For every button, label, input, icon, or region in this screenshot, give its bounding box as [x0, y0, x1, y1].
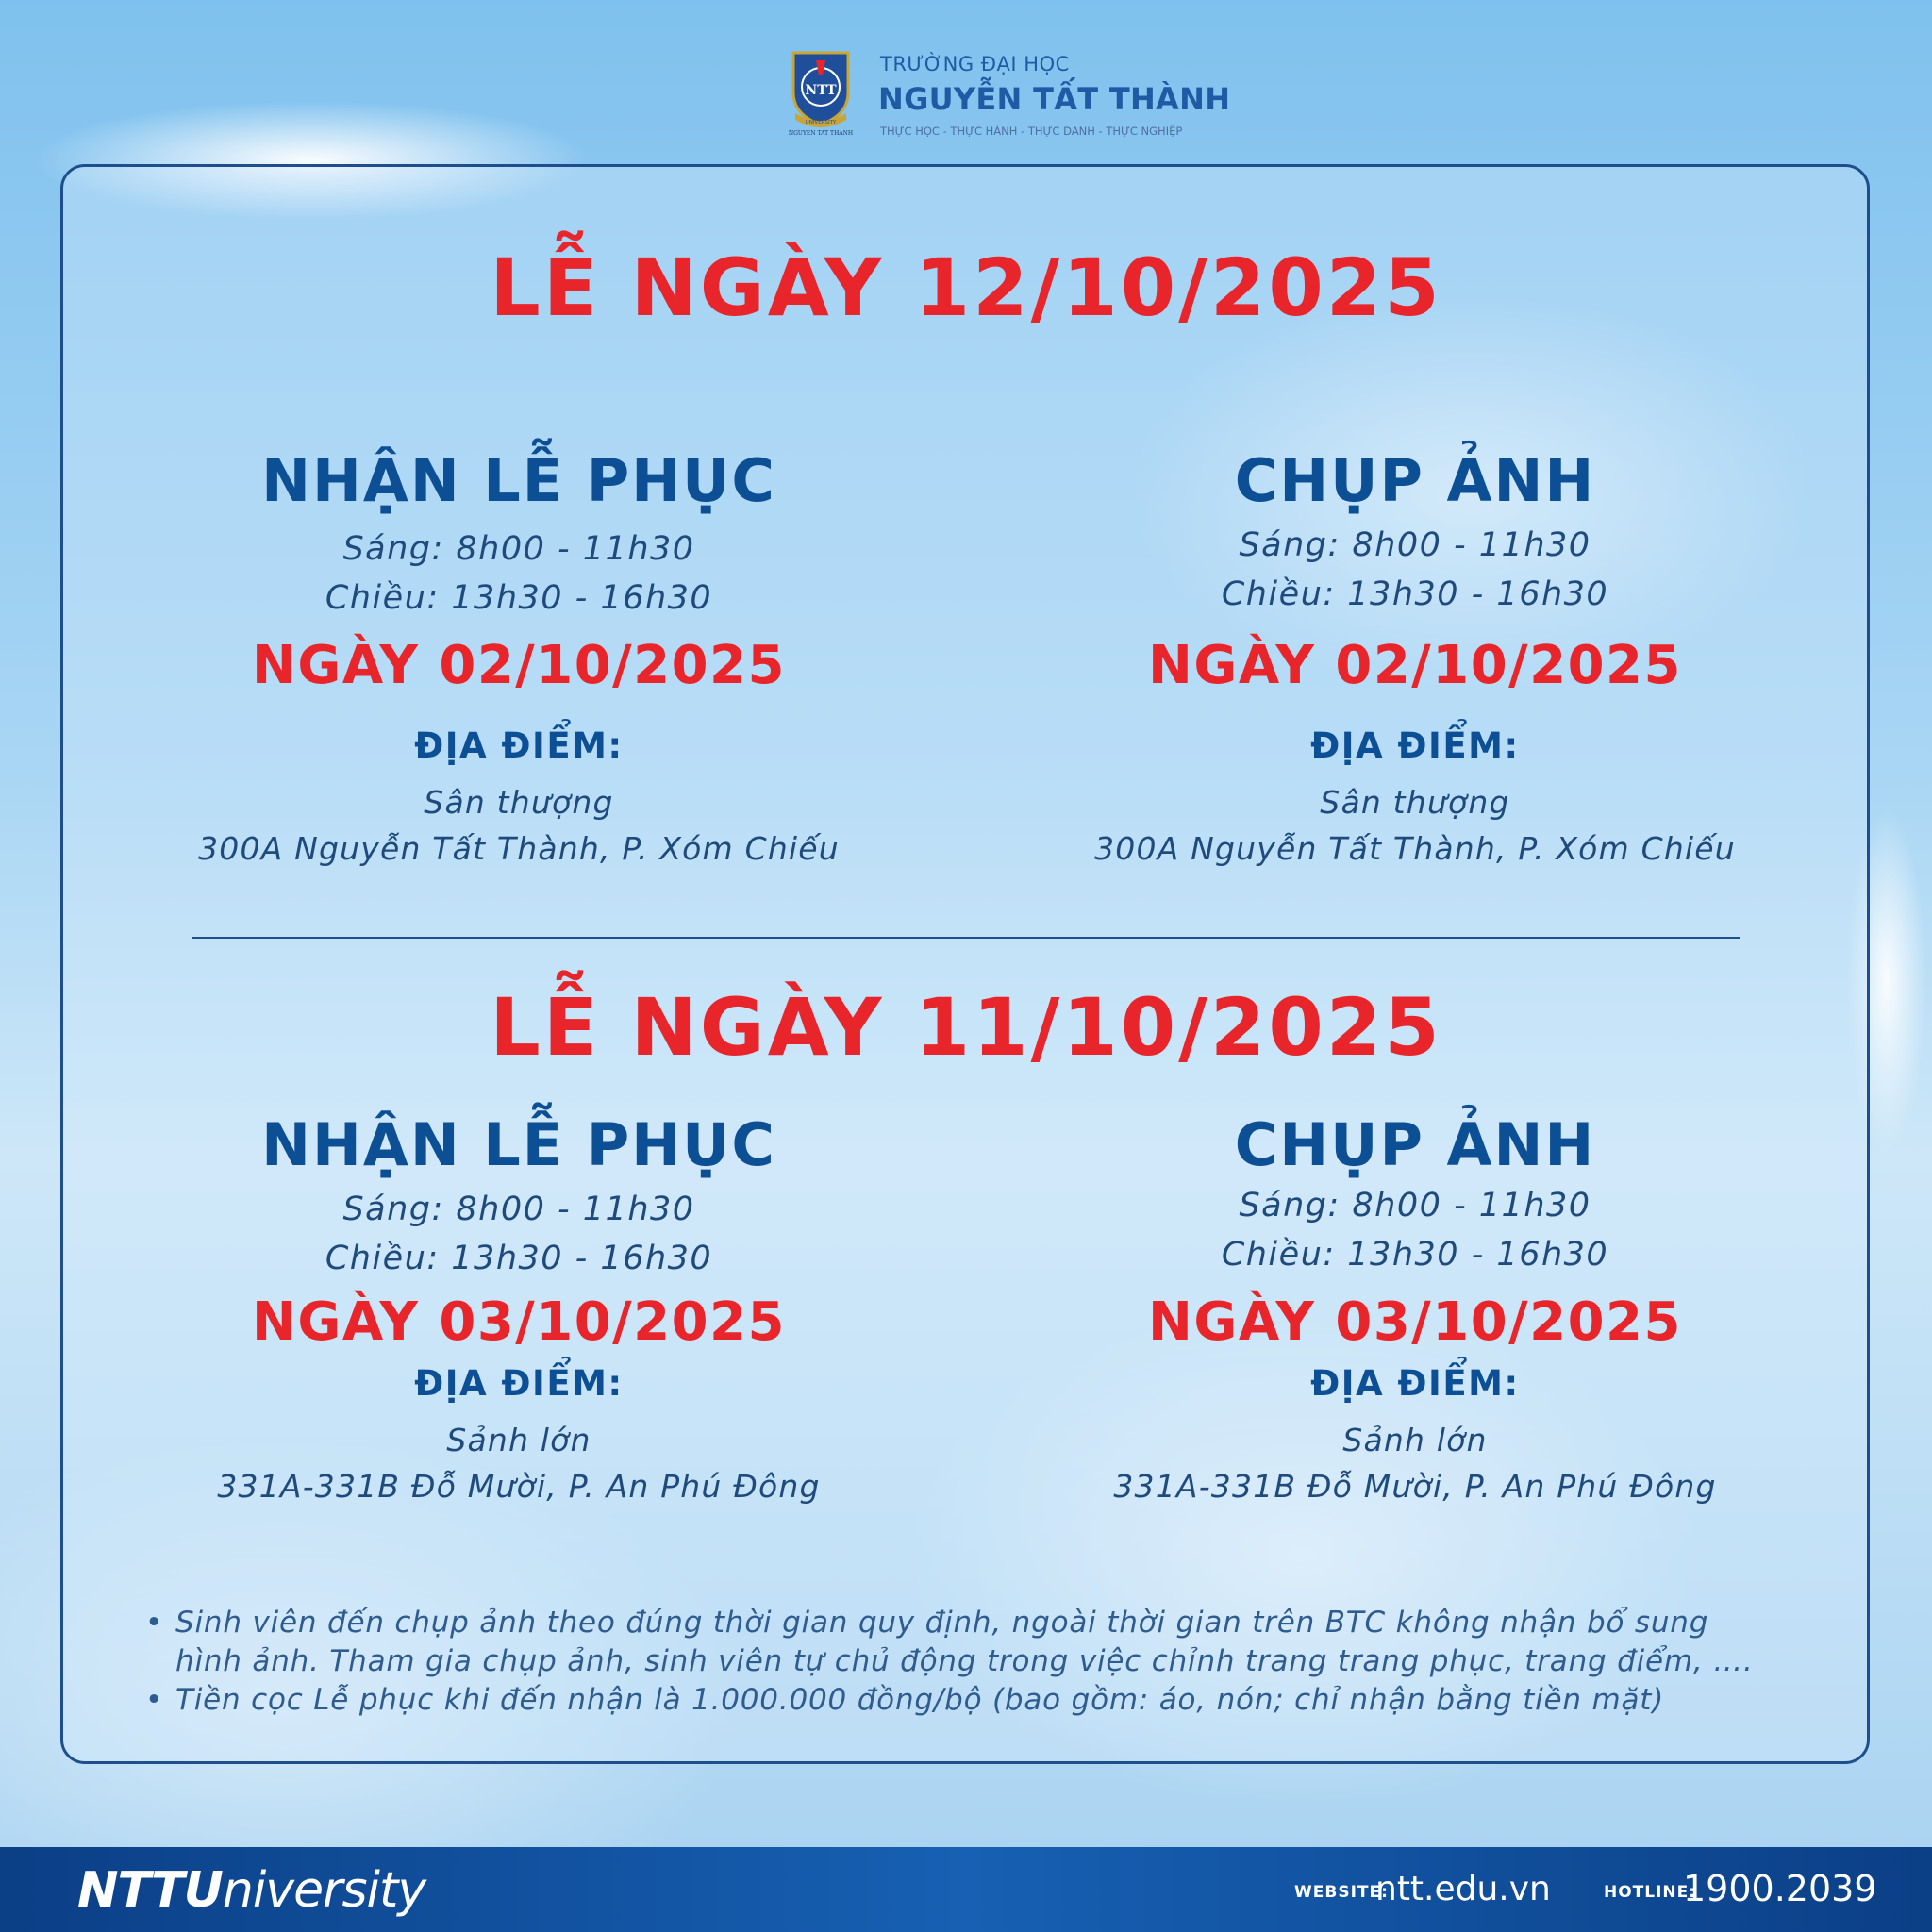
location-line-1: Sảnh lớn [1342, 1422, 1488, 1458]
note-text: Sinh viên đến chụp ảnh theo đúng thời gian quy định, ngoài thời gian trên BTC không nhận bổ sung hình ảnh. Tham gia chụp ảnh, sinh viên tự chủ động trong việc chỉnh trang trang phục, trang điểm, …. [175, 1606, 1754, 1678]
logo-ribbon: UNIVERSITY [805, 120, 837, 125]
pickup-date: NGÀY 03/10/2025 [252, 1291, 786, 1353]
hotline-label: HOTLINE: [1604, 1883, 1697, 1902]
afternoon-hours: Chiều: 13h30 - 16h30 [1221, 575, 1609, 613]
location-label: ĐỊA ĐIỂM: [414, 1363, 624, 1404]
bullet-icon: • [145, 1683, 164, 1717]
section-divider [192, 937, 1740, 939]
location-label: ĐỊA ĐIỂM: [414, 725, 624, 766]
morning-hours: Sáng: 8h00 - 11h30 [1239, 1187, 1591, 1224]
gown-pickup-block-1 [142, 447, 896, 872]
school-tagline: THỰC HỌC - THỰC HÀNH - THỰC DANH - THỰC NGHIỆP [880, 125, 1183, 138]
logo-letters: NTT [805, 83, 837, 98]
location-line-1: Sảnh lớn [446, 1422, 591, 1458]
website-label: WEBSITE: [1294, 1883, 1389, 1902]
photo-block-1 [1038, 447, 1792, 872]
logo-caption: NGUYEN TAT THANH [788, 130, 854, 137]
school-name: NGUYỄN TẤT THÀNH [878, 81, 1231, 117]
gown-pickup-heading: NHẬN LỄ PHỤC [261, 1110, 776, 1179]
schedule-panel [60, 164, 1870, 1764]
afternoon-hours: Chiều: 13h30 - 16h30 [325, 579, 713, 617]
photo-heading: CHỤP ẢNH [1234, 1110, 1596, 1179]
brand-light: niversity [222, 1862, 426, 1919]
afternoon-hours: Chiều: 13h30 - 16h30 [1221, 1236, 1609, 1274]
location-label: ĐỊA ĐIỂM: [1310, 1363, 1520, 1404]
afternoon-hours: Chiều: 13h30 - 16h30 [325, 1240, 713, 1277]
note-item [142, 1604, 1764, 1681]
brand-bold: NTTU [77, 1862, 223, 1919]
photo-heading: CHỤP ẢNH [1234, 446, 1596, 515]
morning-hours: Sáng: 8h00 - 11h30 [342, 530, 695, 568]
gown-pickup-heading: NHẬN LỄ PHỤC [261, 446, 776, 515]
morning-hours: Sáng: 8h00 - 11h30 [1239, 526, 1591, 564]
location-line-2: 331A-331B Đỗ Mười, P. An Phú Đông [1113, 1468, 1717, 1505]
website-link[interactable]: ntt.edu.vn [1375, 1870, 1551, 1908]
note-text: Tiền cọc Lễ phục khi đến nhận là 1.000.000 đồng/bộ (bao gồm: áo, nón; chỉ nhận bằng tiền mặt) [175, 1683, 1665, 1717]
photo-date: NGÀY 03/10/2025 [1148, 1291, 1682, 1353]
brand-logo [77, 1862, 425, 1919]
morning-hours: Sáng: 8h00 - 11h30 [342, 1191, 695, 1228]
ceremony-title-1: LỄ NGÀY 12/10/2025 [490, 242, 1442, 334]
school-prefix: TRƯỜNG ĐẠI HỌC [880, 53, 1070, 75]
location-line-1: Sân thượng [424, 784, 614, 821]
location-line-2: 300A Nguyễn Tất Thành, P. Xóm Chiếu [1094, 830, 1736, 867]
location-line-2: 300A Nguyễn Tất Thành, P. Xóm Chiếu [198, 830, 840, 867]
location-label: ĐỊA ĐIỂM: [1310, 725, 1520, 766]
pickup-date: NGÀY 02/10/2025 [252, 635, 786, 696]
gown-pickup-block-2 [142, 1111, 896, 1509]
note-item [142, 1681, 1764, 1720]
photo-date: NGÀY 02/10/2025 [1148, 635, 1682, 696]
location-line-2: 331A-331B Đỗ Mười, P. An Phú Đông [217, 1468, 821, 1505]
photo-block-2 [1038, 1111, 1792, 1509]
bullet-icon: • [145, 1606, 164, 1640]
location-line-1: Sân thượng [1320, 784, 1510, 821]
university-logo-icon [788, 47, 854, 137]
ceremony-title-2: LỄ NGÀY 11/10/2025 [490, 981, 1442, 1074]
hotline-number[interactable]: 1900.2039 [1683, 1868, 1877, 1909]
notes-list [142, 1604, 1764, 1720]
footer-bar [0, 1847, 1932, 1932]
